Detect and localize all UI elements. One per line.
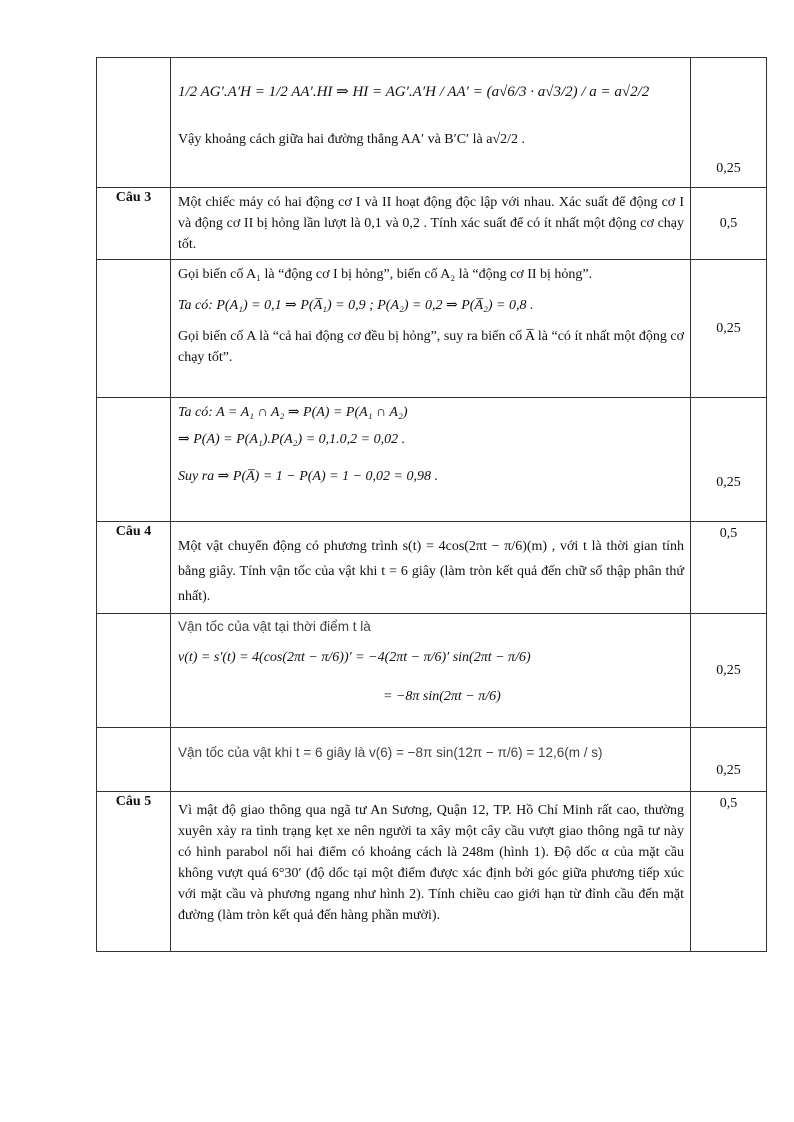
- table-row: [97, 398, 767, 522]
- question-text-cell: [171, 792, 691, 952]
- solution-cell: [171, 260, 691, 398]
- solution-line: = −8π sin(2πt − π/6): [383, 689, 501, 704]
- solution-line: Ta có: A = A₁ ∩ A₂ ⇒ P(A) = P(A₁ ∩ A₂): [178, 405, 408, 420]
- points-cell: 0,5: [691, 188, 767, 260]
- solution-line: ⇒ P(A) = P(A₁).P(A₂) = 0,1.0,2 = 0,02 .: [178, 432, 406, 447]
- table-row: [97, 188, 767, 260]
- question-label-cell: [97, 398, 171, 522]
- points-cell: 0,25: [691, 398, 767, 522]
- answer-table: [96, 57, 767, 952]
- solution-line: Gọi biến cố A là “cả hai động cơ đều bị hỏng”, suy ra biến cố A̅ là “có ít nhất một động cơ chạy tốt”.: [178, 329, 684, 365]
- question-text-cell: [171, 188, 691, 260]
- points-cell: 0,5: [691, 522, 767, 614]
- table-row: [97, 260, 767, 398]
- table-row: [97, 522, 767, 614]
- question-text-cell: [171, 522, 691, 614]
- question-label-cell: [97, 260, 171, 398]
- question-text: Một vật chuyển động có phương trình s(t) = 4cos(2πt − π/6)(m) , với t là thời gian tính bằng giây. Tính vận tốc của vật khi t = 6 giây (làm tròn kết quả đến chữ số thập phân thứ nhất).: [178, 539, 684, 604]
- question-label: Câu 5: [97, 792, 171, 952]
- points-cell: 0,25: [691, 260, 767, 398]
- solution-cell: [171, 728, 691, 792]
- question-label-cell: [97, 58, 171, 188]
- solution-line: v(t) = s′(t) = 4(cos(2πt − π/6))′ = −4(2πt − π/6)′ sin(2πt − π/6): [178, 650, 531, 665]
- distance-conclusion: Vậy khoảng cách giữa hai đường thẳng AA′ và B′C′ là a√2/2 .: [178, 132, 525, 147]
- question-label-cell: [97, 614, 171, 728]
- solution-line: Vận tốc của vật tại thời điểm t là: [178, 619, 371, 634]
- question-text: Vì mật độ giao thông qua ngã tư An Sương, Quận 12, TP. Hồ Chí Minh rất cao, thường xuyên xảy ra tình trạng kẹt xe nên người ta xây một cây cầu vượt giao thông ngã tư này có hình parabol nối hai điểm có khoảng cách là 248m (hình 1). Độ dốc α của mặt cầu không vượt quá 6°30′ (độ dốc tại một điểm được xác định bởi góc giữa phương tiếp xúc với mặt cầu và phương ngang như hình 2). Tính chiều cao giới hạn từ đỉnh cầu đến mặt đường (làm tròn kết quả đến hàng phần mười).: [178, 803, 684, 923]
- question-label-cell: [97, 728, 171, 792]
- table-row: [97, 614, 767, 728]
- question-label: Câu 3: [97, 188, 171, 260]
- solution-cell: [171, 614, 691, 728]
- solution-cell: [171, 58, 691, 188]
- points-cell: 0,25: [691, 728, 767, 792]
- table-row: [97, 728, 767, 792]
- question-label: Câu 4: [97, 522, 171, 614]
- table-row: [97, 792, 767, 952]
- solution-cell: [171, 398, 691, 522]
- points-cell: 0,25: [691, 58, 767, 188]
- solution-line: Gọi biến cố A₁ là “động cơ I bị hỏng”, biến cố A₂ là “động cơ II bị hỏng”.: [178, 267, 593, 282]
- points-cell: 0,5: [691, 792, 767, 952]
- solution-line: Vận tốc của vật khi t = 6 giây là v(6) = −8π sin(12π − π/6) = 12,6(m / s): [178, 745, 603, 760]
- points-cell: 0,25: [691, 614, 767, 728]
- solution-line: Suy ra ⇒ P(A̅) = 1 − P(A) = 1 − 0,02 = 0,98 .: [178, 469, 438, 484]
- question-text: Một chiếc máy có hai động cơ I và II hoạt động độc lập với nhau. Xác suất để động cơ I và động cơ II bị hỏng lần lượt là 0,1 và 0,2 . Tính xác suất để có ít nhất một động cơ chạy tốt.: [178, 195, 684, 252]
- table-row: [97, 58, 767, 188]
- distance-formula: 1/2 AG′.A′H = 1/2 AA′.HI ⇒ HI = AG′.A′H / AA′ = (a√6/3 · a√3/2) / a = a√2/2: [178, 84, 650, 100]
- solution-line: Ta có: P(A₁) = 0,1 ⇒ P(A̅₁) = 0,9 ; P(A₂) = 0,2 ⇒ P(A̅₂) = 0,8 .: [178, 298, 534, 313]
